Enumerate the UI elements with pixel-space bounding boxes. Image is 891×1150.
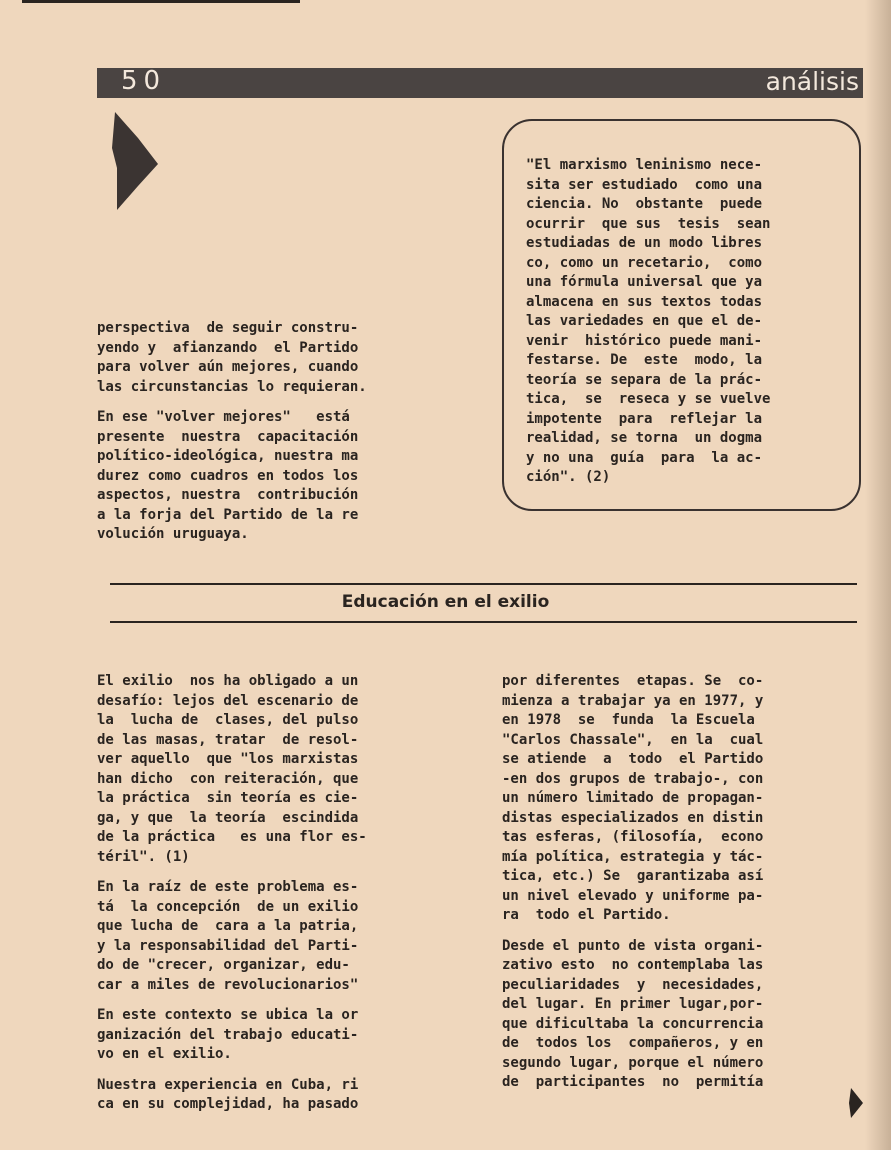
body-paragraph: Desde el punto de vista organi- zativo esto no contemplaba las peculiaridades y necesidades, del lugar. En primer lugar,por- que dificultaba la concurrencia de todos los compañeros, y en segundo lugar, porque el número de participantes no permitía [502, 937, 764, 1090]
continue-arrow-icon [849, 1088, 863, 1118]
top-edge-line [22, 0, 300, 3]
section-title: Educación en el exilio [341, 592, 550, 612]
quote-box [502, 119, 861, 511]
body-paragraph: El exilio nos ha obligado a un desafío: lejos del escenario de la lucha de clases, del pulso de las masas, tratar de resol- ver aquello que "los marxistas han dicho con reiteración, que la práctica sin teoría es cie- ga, y que la teoría escindida de la práctica es una flor es- téril". (1) [97, 673, 367, 865]
body-paragraph: Nuestra experiencia en Cuba, ri ca en su complejidad, ha pasado [97, 1076, 359, 1112]
body-paragraph: En este contexto se ubica la or ganización del trabajo educati- vo en el exilio. [97, 1007, 359, 1062]
page-number: 50 [121, 66, 167, 96]
page-edge-shadow [865, 0, 891, 1150]
intro-paragraph: perspectiva de seguir constru- yendo y afianzando el Partido para volver aún mejores, cuando las circunstancias lo requieran. [97, 320, 367, 395]
section-rule-bottom [110, 621, 857, 623]
left-column [97, 672, 367, 1115]
body-paragraph: En la raíz de este problema es- tá la concepción de un exilio que lucha de cara a la patria, y la responsabilidad del Parti- do de "crecer, organizar, edu- car a miles de revolucionarios" [97, 879, 359, 993]
arrow-icon [112, 112, 160, 212]
quote-text: "El marxismo leninismo nece- sita ser estudiado como una ciencia. No obstante puede ocurrir que sus tesis sean estudiadas de un modo libres co, como un recetario, como una fórmula universal que ya almacena en sus textos todas las variedades en que el de- venir histórico puede mani- festarse. De este modo, la teoría se separa de la prác- tica, se reseca y se vuelve impotente para reflejar la realidad, se torna un dogma y no una guía para la ac- ción". (2) [526, 157, 771, 485]
section-name: análisis [765, 67, 859, 96]
intro-column [97, 319, 367, 545]
right-column [502, 672, 763, 1093]
page-header-bar [97, 68, 863, 98]
section-rule-top [110, 583, 857, 585]
intro-paragraph: En ese "volver mejores" está presente nuestra capacitación político-ideológica, nuestra ma durez como cuadros en todos los aspectos, nuestra contribución a la forja del Partido de la re volución uruguaya. [97, 409, 359, 542]
body-paragraph: por diferentes etapas. Se co- mienza a trabajar ya en 1977, y en 1978 se funda la Escuela "Carlos Chassale", en la cual se atiende a todo el Partido -en dos grupos de trabajo-, con un número limitado de propagan- distas especializados en distin tas esferas, (filosofía, econo mía política, estrategia y tác- tica, etc.) Se garantizaba así un nivel elevado y uniforme pa- ra todo el Partido. [502, 673, 764, 923]
